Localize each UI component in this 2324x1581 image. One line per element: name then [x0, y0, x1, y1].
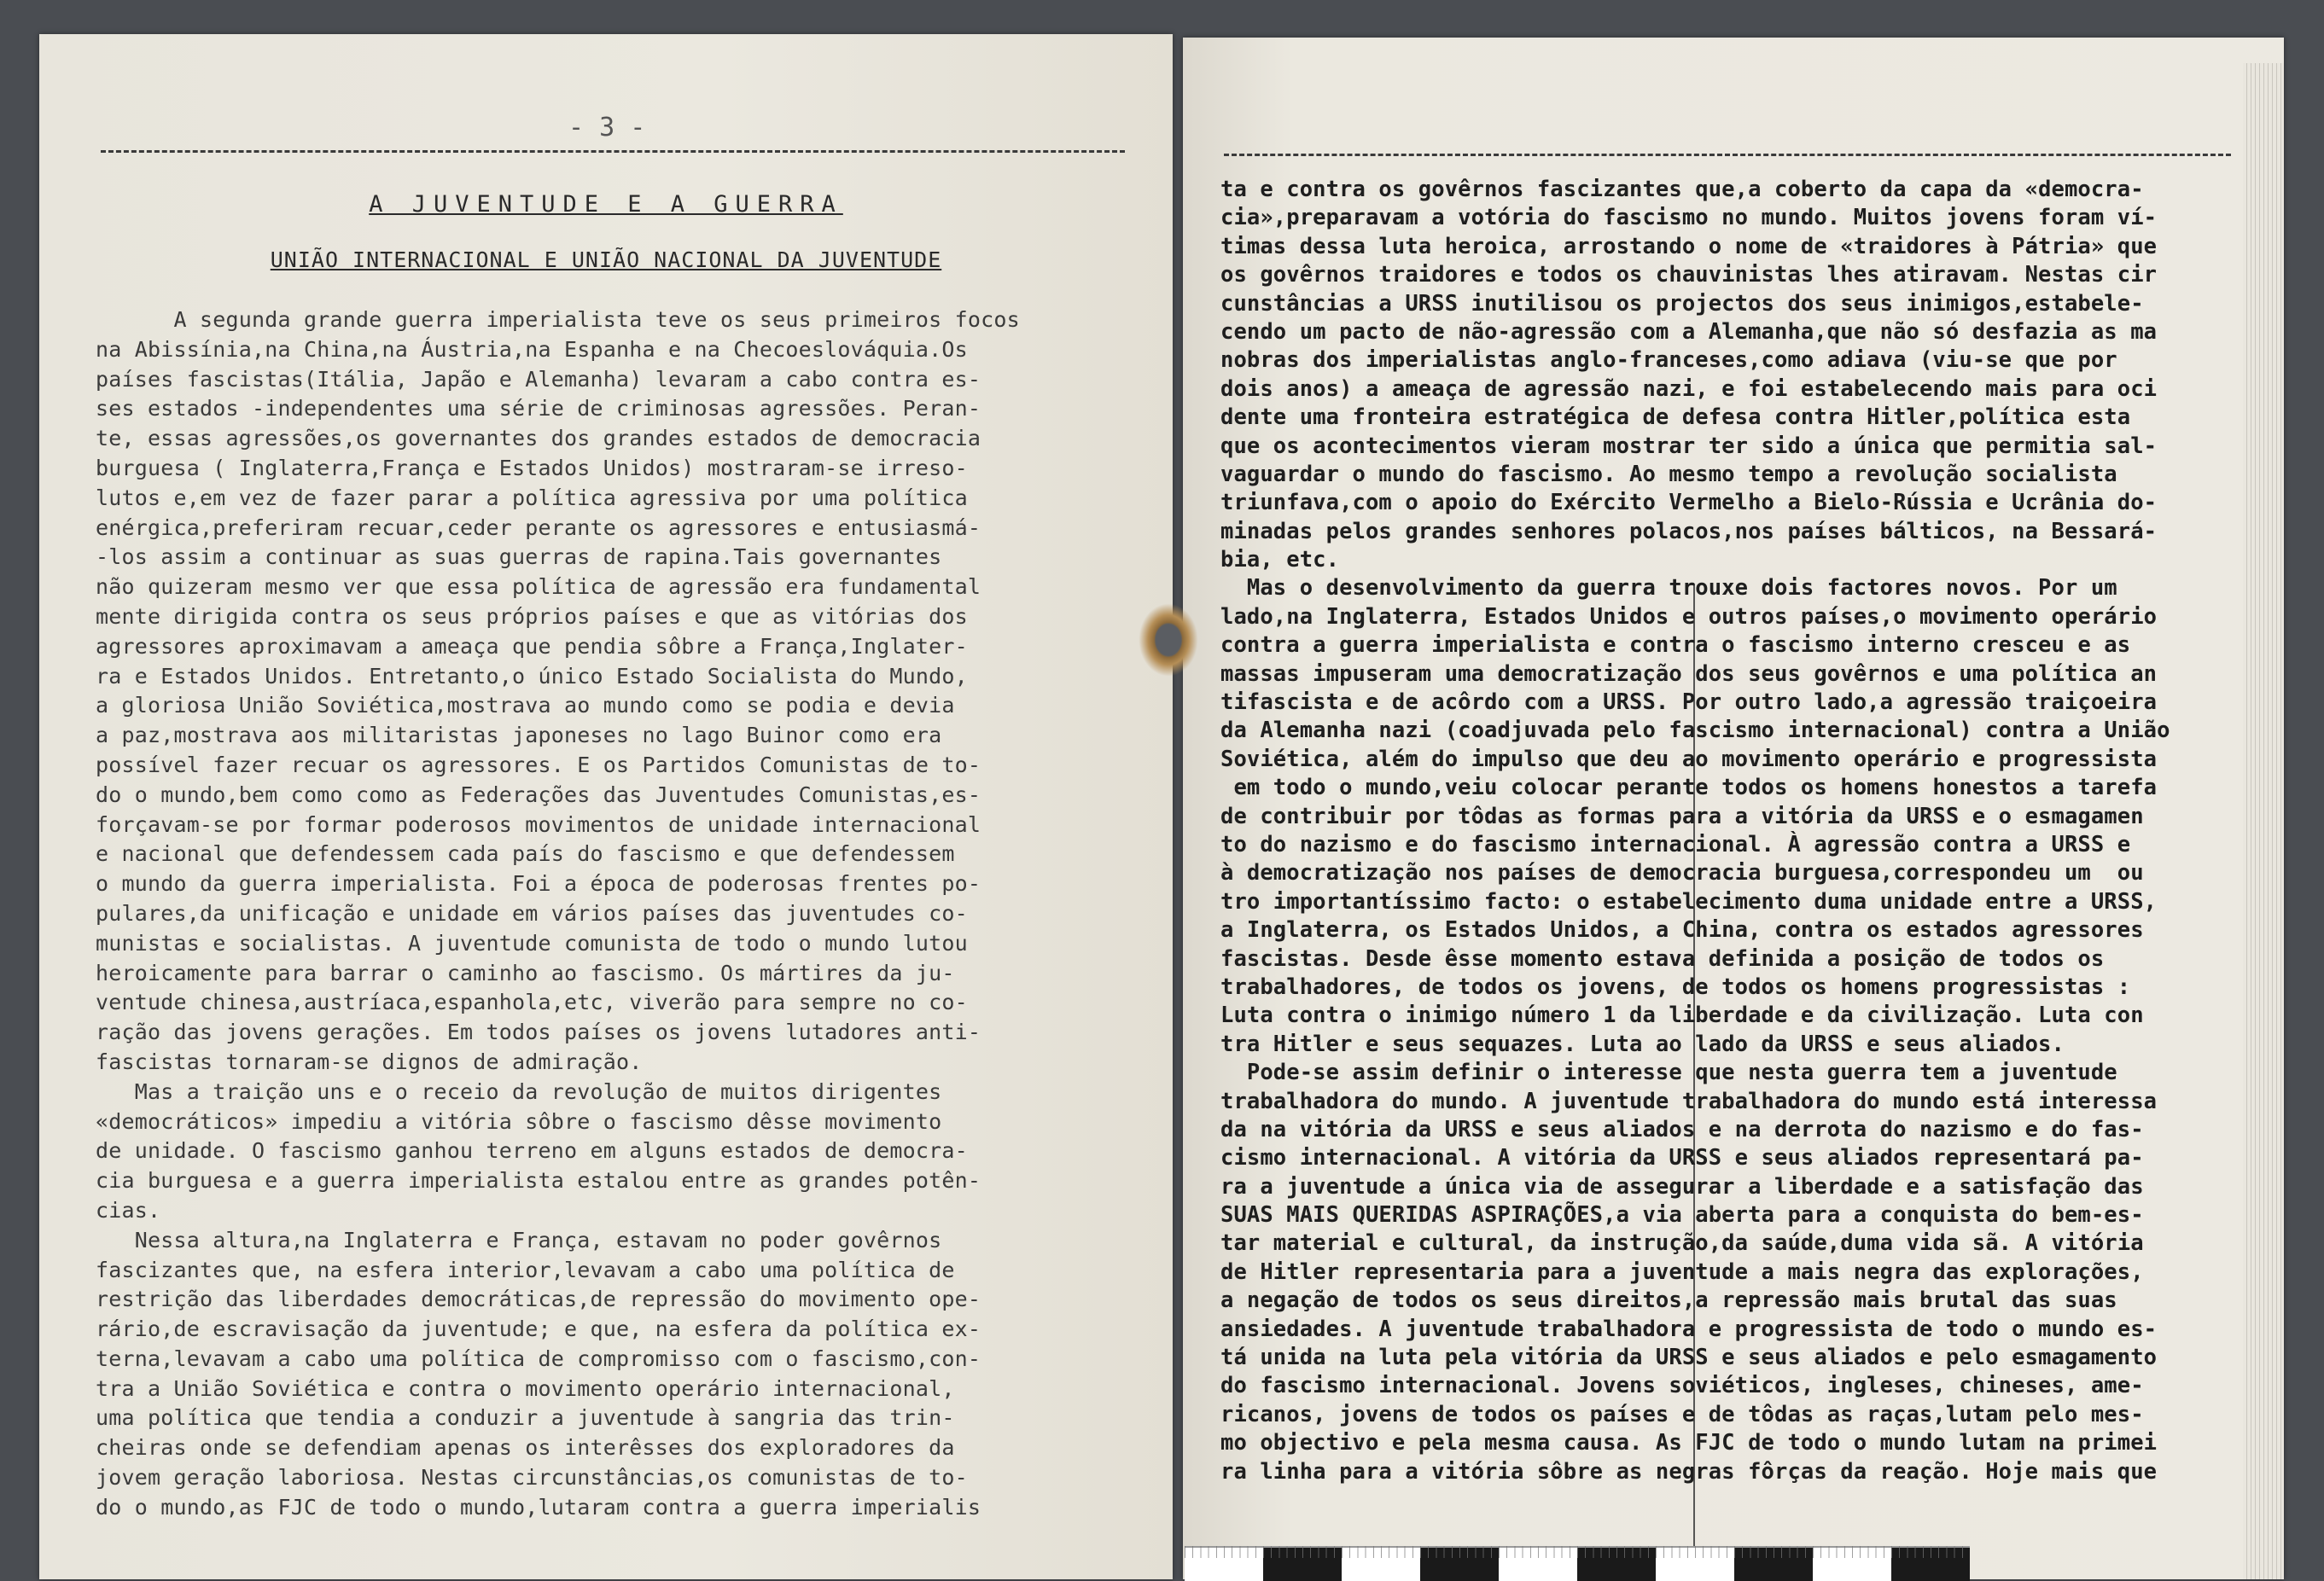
paper-damage-hole [1139, 603, 1198, 677]
left-text-line-26: fascistas tornaram-se dignos de admiração. [96, 1049, 643, 1074]
right-text-line-15: Mas o desenvolvimento da guerra trouxe dois factores novos. Por um [1220, 575, 2117, 602]
right-text-line-25: à democratização nos países de democracia burguesa,correspondeu um ou [1220, 860, 2144, 886]
right-text-line-3: timas dessa luta heroica, arrostando o nome de «traidores à Pátria» que [1220, 233, 2158, 259]
right-text-line-30: Luta contra o inimigo número 1 da liberdade e da civilização. Luta con [1220, 1003, 2144, 1029]
right-page [1183, 38, 2284, 1579]
right-text-line-19: tifascista e de acôrdo com a URSS. Por outro lado,a agressão traiçoeira [1220, 689, 2158, 716]
left-text-line-23: heroicamente para barrar o caminho ao fascismo. Os mártires da ju- [96, 960, 955, 985]
left-text-line-41: do o mundo,as FJC de todo o mundo,lutaram contra a guerra imperialis [96, 1494, 981, 1520]
left-text-line-38: uma política que tendia a conduzir a juventude à sangria das trin- [96, 1405, 955, 1431]
left-text-line-33: fascizantes que, na esfera interior,levavam a cabo uma política de [96, 1257, 955, 1282]
left-text-line-14: a gloriosa União Soviética,mostrava ao mundo como se podia e devia [96, 693, 955, 718]
left-body-text [96, 305, 1137, 1523]
left-text-line-28: «democráticos» impediu a vitória sôbre o fascismo dêsse movimento [96, 1108, 942, 1134]
right-text-line-31: tra Hitler e seus sequazes. Luta ao lado da URSS e seus aliados. [1220, 1031, 2065, 1057]
left-text-line-34: restrição das liberdades democráticas,de repressão do movimento ope- [96, 1287, 981, 1312]
left-text-line-10: não quizeram mesmo ver que essa política de agressão era fundamental [96, 574, 981, 600]
left-text-line-21: pulares,da unificação e unidade em vários países das juventudes co- [96, 900, 968, 926]
left-text-line-27: Mas a traição uns e o receio da revolução de muitos dirigentes [96, 1078, 942, 1104]
right-text-line-24: to do nazismo e do fascismo internacional. À agressão contra a URSS e [1220, 831, 2131, 857]
top-rule-left [101, 150, 1125, 153]
right-text-line-42: tá unida na luta pela vitória da URSS e seus aliados e pelo esmagamento [1220, 1345, 2158, 1371]
right-text-line-9: dente uma fronteira estratégica de defesa contra Hitler,política esta [1220, 404, 2131, 431]
left-text-line-3: países fascistas(Itália, Japão e Alemanha) levaram a cabo contra es- [96, 366, 981, 392]
right-text-line-41: ansiedades. A juventude trabalhadora e progressista de todo o mundo es- [1220, 1316, 2158, 1342]
left-text-line-39: cheiras onde se defendiam apenas os interêsses dos exploradores da [96, 1435, 955, 1461]
right-text-line-35: cismo internacional. A vitória da URSS e seus aliados representará pa- [1220, 1145, 2144, 1171]
right-text-line-7: nobras dos imperialistas anglo-franceses,como adiava (viu-se que por [1220, 347, 2117, 374]
right-text-line-5: cunstâncias a URSS inutilisou os projectos dos seus inimigos,estabele- [1220, 290, 2144, 317]
right-text-line-32: Pode-se assim definir o interesse que nesta guerra tem a juventude [1220, 1060, 2117, 1086]
right-text-line-16: lado,na Inglaterra, Estados Unidos e outros países,o movimento operário [1220, 603, 2158, 630]
left-text-line-30: cia burguesa e a guerra imperialista estalou entre as grandes potên- [96, 1168, 981, 1194]
right-text-line-44: ricanos, jovens de todos os países e de tôdas as raças,lutam pelo mes- [1220, 1401, 2144, 1427]
page-number: - 3 - [568, 113, 646, 142]
right-text-line-45: mo objectivo e pela mesma causa. As FJC de todo o mundo lutam na primei [1220, 1430, 2158, 1456]
left-text-line-20: o mundo da guerra imperialista. Foi a época de poderosas frentes po- [96, 871, 981, 897]
right-text-line-11: vaguardar o mundo do fascismo. Ao mesmo tempo a revolução socialista [1220, 461, 2117, 487]
left-text-line-31: cias. [96, 1197, 161, 1223]
right-text-line-10: que os acontecimentos vieram mostrar ter sido a única que permitia sal- [1220, 433, 2158, 459]
scale-ticks [1185, 1546, 1970, 1558]
left-text-line-12: agressores aproximavam a ameaça que pendia sôbre a França,Inglater- [96, 633, 968, 659]
right-text-line-46: ra linha para a vitória sôbre as negras fôrças da reação. Hoje mais que [1220, 1458, 2158, 1485]
left-text-line-19: e nacional que defendessem cada país do fascismo e que defendessem [96, 841, 955, 867]
right-text-line-34: da na vitória da URSS e seus aliados e na derrota do nazismo e do fas- [1220, 1116, 2144, 1142]
left-text-line-22: munistas e socialistas. A juventude comunista de todo o mundo lutou [96, 930, 968, 956]
right-body-text [1220, 176, 2265, 1486]
left-text-line-6: burguesa ( Inglaterra,França e Estados Unidos) mostraram-se irreso- [96, 455, 968, 480]
right-text-line-18: massas impuseram uma democratização dos seus govêrnos e uma política an [1220, 660, 2158, 687]
left-text-line-4: ses estados -independentes uma série de criminosas agressões. Peran- [96, 396, 981, 421]
left-page [39, 34, 1173, 1579]
left-text-line-40: jovem geração laboriosa. Nestas circunstâncias,os comunistas de to- [96, 1465, 968, 1491]
right-text-line-13: minadas pelos grandes senhores polacos,nos países bálticos, na Bessará- [1220, 518, 2158, 544]
left-text-line-11: mente dirigida contra os seus próprios países e que as vitórias dos [96, 603, 968, 629]
left-text-line-16: possível fazer recuar os agressores. E os Partidos Comunistas de to- [96, 752, 981, 777]
right-text-line-20: da Alemanha nazi (coadjuvada pelo fascismo internacional) contra a União [1220, 718, 2170, 744]
left-text-line-9: -los assim a continuar as suas guerras de rapina.Tais governantes [96, 544, 942, 570]
top-rule-right [1224, 154, 2231, 156]
right-text-line-2: cia»,preparavam a votória do fascismo no mundo. Muitos jovens foram ví- [1220, 205, 2158, 231]
right-text-line-26: tro importantíssimo facto: o estabelecimento duma unidade entre a URSS, [1220, 888, 2158, 915]
document-subtitle: UNIÃO INTERNACIONAL E UNIÃO NACIONAL DA JUVENTUDE [270, 247, 942, 272]
left-text-line-17: do o mundo,bem como como as Federações das Juventudes Comunistas,es- [96, 782, 981, 807]
left-text-line-5: te, essas agressões,os governantes dos grandes estados de democracia [96, 426, 981, 451]
left-text-line-1: A segunda grande guerra imperialista teve os seus primeiros focos [96, 307, 1020, 332]
right-text-line-12: triunfava,com o apoio do Exército Vermelho a Bielo-Rússia e Ucrânia do- [1220, 490, 2158, 516]
page-edge-stack [2243, 63, 2284, 1579]
left-text-line-29: de unidade. O fascismo ganhou terreno em alguns estados de democra- [96, 1138, 968, 1164]
right-text-line-1: ta e contra os govêrnos fascizantes que,a coberto da capa da «democra- [1220, 177, 2144, 202]
left-text-line-15: a paz,mostrava aos militaristas japoneses no lago Buinor como era [96, 723, 942, 748]
right-text-line-37: SUAS MAIS QUERIDAS ASPIRAÇÕES,a via aberta para a conquista do bem-es- [1220, 1202, 2144, 1229]
right-text-line-39: de Hitler representaria para a juventude a mais negra das explorações, [1220, 1258, 2144, 1285]
right-text-line-22: em todo o mundo,veiu colocar perante todos os homens honestos a tarefa [1220, 775, 2158, 801]
left-text-line-24: ventude chinesa,austríaca,espanhola,etc, viverão para sempre no co- [96, 990, 968, 1015]
right-text-line-4: os govêrnos traidores e todos os chauvinistas lhes atiravam. Nestas cir [1220, 262, 2158, 288]
right-text-line-28: fascistas. Desde êsse momento estava definida a posição de todos os [1220, 945, 2105, 972]
right-text-line-29: trabalhadores, de todos os jovens, de todos os homens progressistas : [1220, 974, 2131, 1000]
right-text-line-43: do fascismo internacional. Jovens soviéticos, ingleses, chineses, ame- [1220, 1373, 2144, 1399]
right-text-line-14: bia, etc. [1220, 547, 1340, 573]
right-text-line-17: contra a guerra imperialista e contra o fascismo interno cresceu e as [1220, 632, 2131, 659]
left-text-line-2: na Abissínia,na China,na Áustria,na Espanha e na Checoeslováquia.Os [96, 336, 968, 362]
right-text-line-6: cendo um pacto de não-agressão com a Alemanha,que não só desfazia as ma [1220, 318, 2158, 345]
left-text-line-13: ra e Estados Unidos. Entretanto,o único Estado Socialista do Mundo, [96, 663, 968, 689]
right-text-line-33: trabalhadora do mundo. A juventude trabalhadora do mundo está interessa [1220, 1088, 2158, 1114]
right-text-line-8: dois anos) a ameaça de agressão nazi, e foi estabelecendo mais para oci [1220, 375, 2158, 402]
left-text-line-35: rário,de escravisação da juventude; e que, na esfera da política ex- [96, 1317, 981, 1342]
right-text-line-21: Soviética, além do impulso que deu ao movimento operário e progressista [1220, 746, 2158, 772]
left-text-line-36: terna,levavam a cabo uma política de compromisso com o fascismo,con- [96, 1346, 981, 1371]
left-text-line-8: enérgica,preferiram recuar,ceder perante os agressores e entusiasmá- [96, 514, 981, 540]
document-title: A JUVENTUDE E A GUERRA [369, 191, 843, 218]
right-text-line-40: a negação de todos os seus direitos,a repressão mais brutal das suas [1220, 1287, 2117, 1314]
right-text-line-36: ra a juventude a única via de assegurar a liberdade e a satisfação das [1220, 1173, 2144, 1200]
right-text-line-38: tar material e cultural, da instrução,da saúde,duma vida sã. A vitória [1220, 1230, 2144, 1257]
left-text-line-18: forçavam-se por formar poderosos movimentos de unidade internacional [96, 811, 981, 837]
right-text-line-23: de contribuir por tôdas as formas para a vitória da URSS e o esmagamen [1220, 803, 2144, 829]
left-text-line-25: ração das jovens gerações. Em todos países os jovens lutadores anti- [96, 1020, 981, 1045]
left-text-line-37: tra a União Soviética e contra o movimento operário internacional, [96, 1375, 955, 1401]
left-text-line-7: lutos e,em vez de fazer parar a política agressiva por uma política [96, 485, 968, 510]
right-text-line-27: a Inglaterra, os Estados Unidos, a China, contra os estados agressores [1220, 917, 2144, 944]
left-text-line-32: Nessa altura,na Inglaterra e França, estavam no poder govêrnos [96, 1227, 942, 1253]
